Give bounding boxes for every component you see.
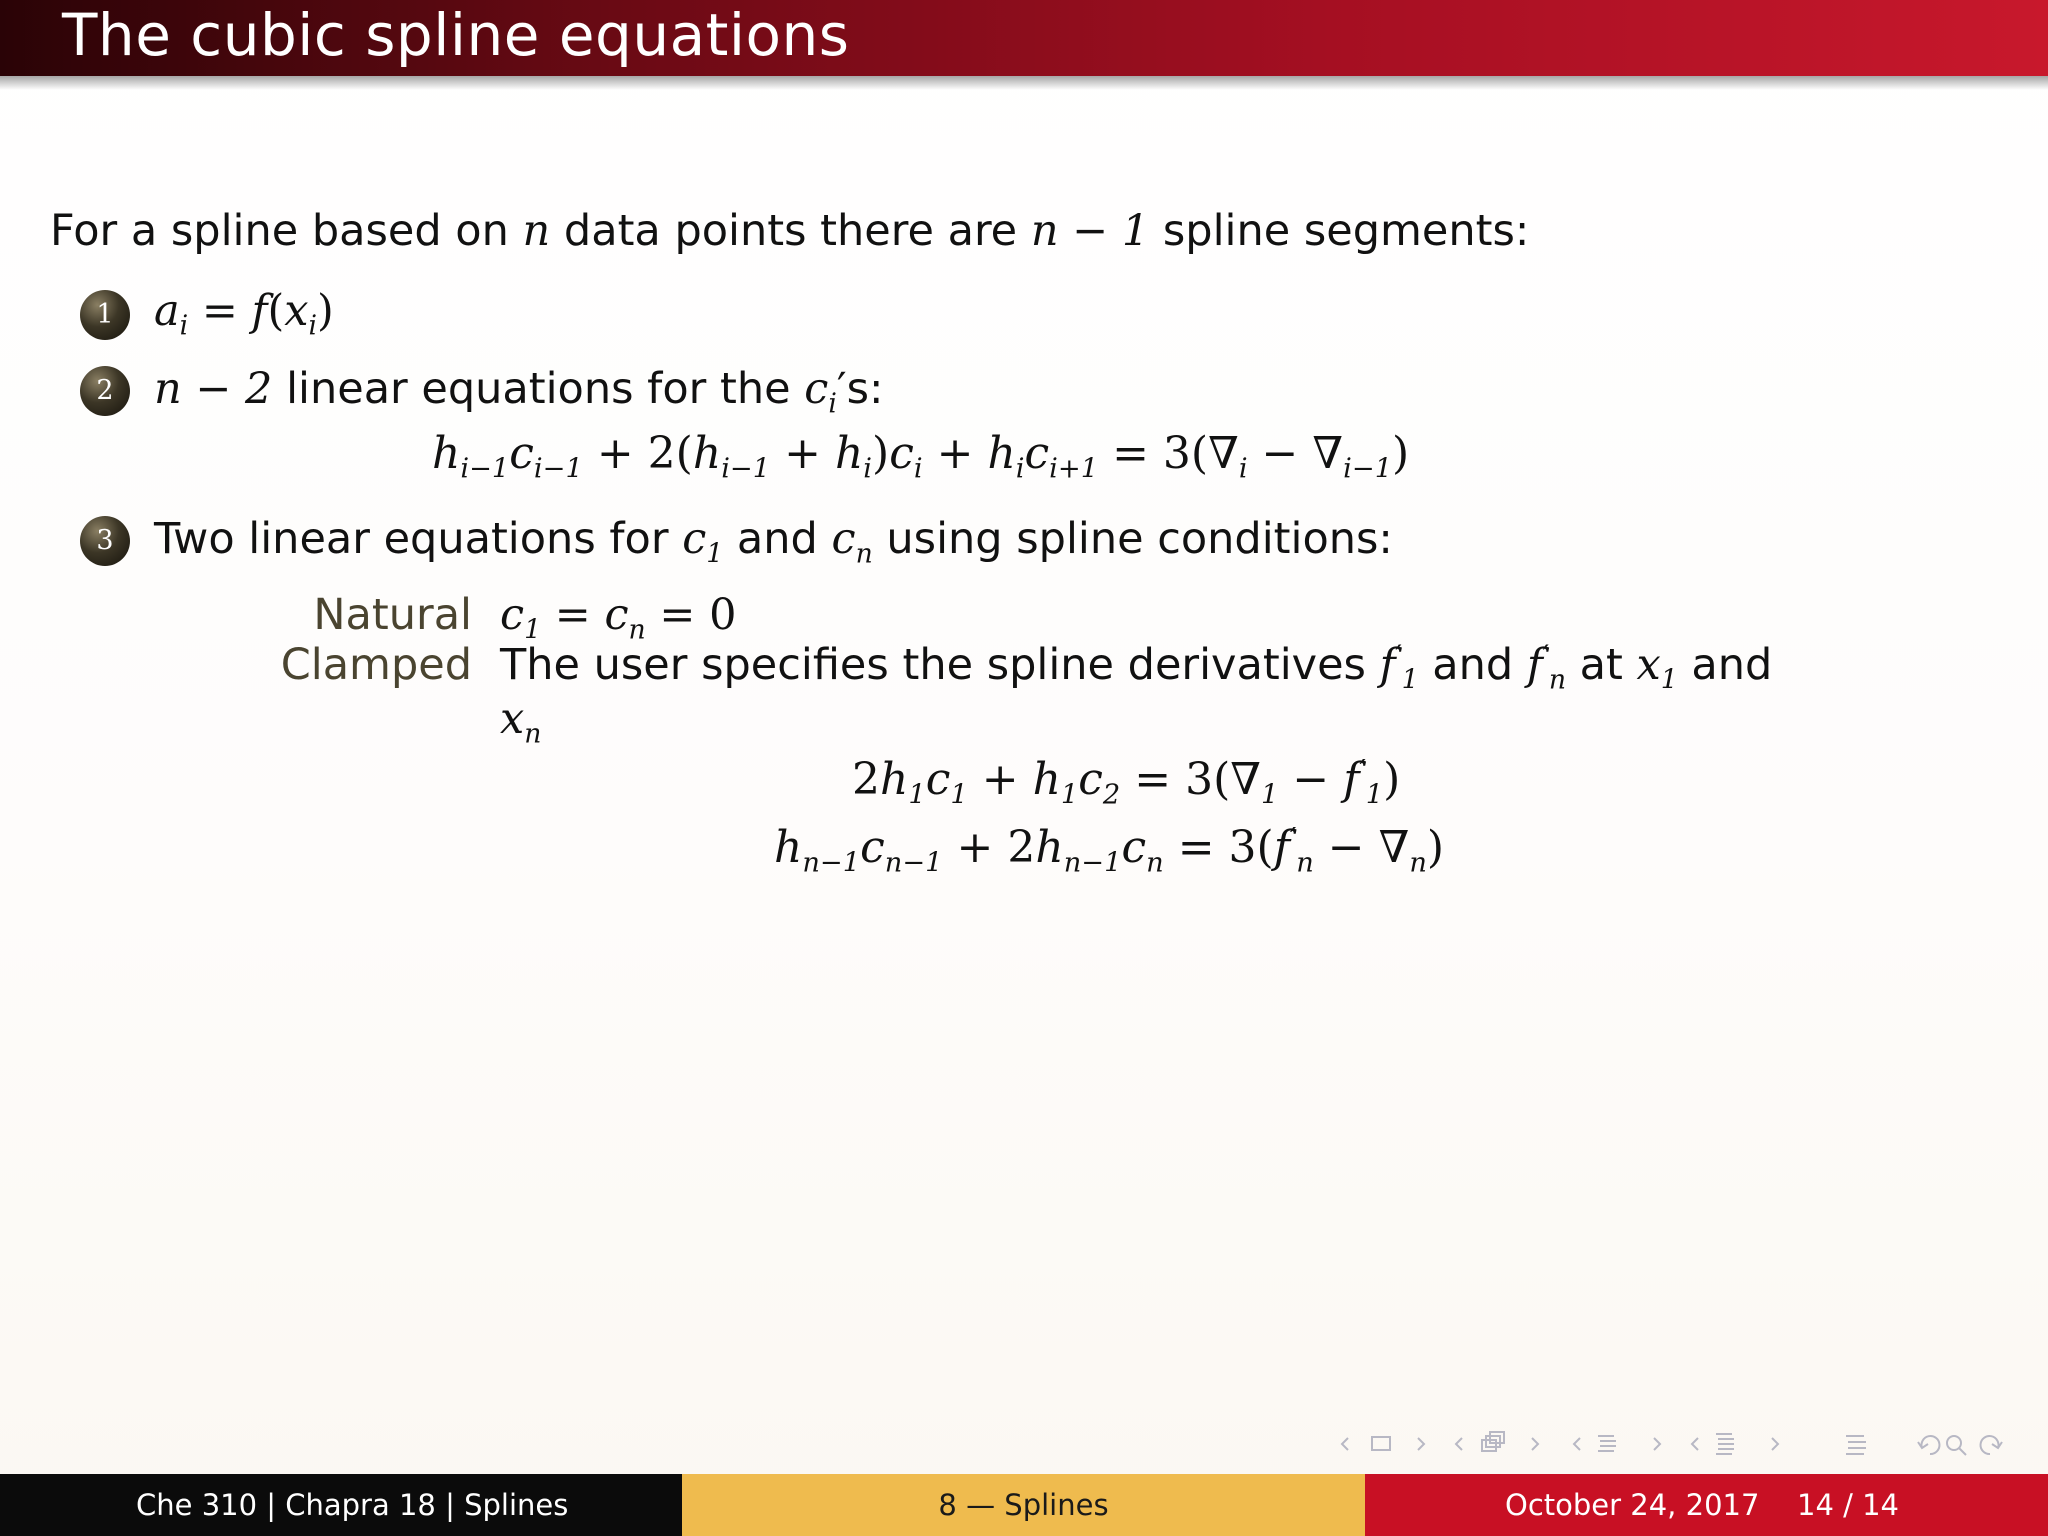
equals-sign: = bbox=[188, 286, 252, 336]
op: = 0 bbox=[645, 590, 737, 640]
sub-i: i bbox=[179, 310, 189, 342]
op: = 3(∇ bbox=[1120, 754, 1262, 805]
var-h: h bbox=[880, 754, 909, 805]
var-f: f bbox=[1526, 640, 1543, 690]
clamped-text bbox=[500, 640, 1773, 696]
clamped-text-lead: The user specifies the spline derivatives bbox=[500, 640, 1380, 690]
op: − bbox=[1278, 754, 1344, 805]
sub: 1 bbox=[1261, 779, 1279, 811]
var-c: c bbox=[925, 754, 951, 805]
item-3-bullet: 3 bbox=[80, 516, 130, 566]
var-x: x bbox=[500, 694, 525, 744]
clamped-label: Clamped bbox=[280, 640, 472, 690]
var-f: f bbox=[1379, 640, 1396, 690]
op: + bbox=[770, 428, 835, 479]
var-h: h bbox=[432, 428, 461, 479]
var-x: x bbox=[1636, 640, 1661, 690]
op: ) bbox=[872, 428, 890, 479]
intro-n-minus-1: n − 1 bbox=[1030, 206, 1150, 256]
outline-icon[interactable] bbox=[1846, 1436, 1866, 1454]
nav-left-arrow-icon[interactable] bbox=[1456, 1438, 1462, 1450]
prime: ′ bbox=[1359, 755, 1366, 786]
sub: n−1 bbox=[802, 847, 861, 879]
var-h: h bbox=[692, 428, 722, 479]
footer-page-number: 14 / 14 bbox=[1797, 1488, 1900, 1522]
n-minus-2: n − 2 bbox=[154, 364, 273, 414]
op: − ∇ bbox=[1247, 428, 1344, 479]
at-text: at bbox=[1565, 640, 1637, 690]
prime: ′ bbox=[1395, 640, 1402, 672]
footer-left bbox=[0, 1474, 682, 1536]
nav-left-arrow-icon[interactable] bbox=[1692, 1438, 1698, 1450]
title-bar-shadow bbox=[0, 76, 2048, 90]
sub: 1 bbox=[1365, 779, 1384, 811]
item-2-label: linear equations for the bbox=[272, 364, 805, 414]
footer-center bbox=[682, 1474, 1365, 1536]
sub: 1 bbox=[1660, 664, 1678, 696]
nav-left-arrow-icon[interactable] bbox=[1342, 1438, 1348, 1450]
sub: 1 bbox=[908, 779, 926, 811]
sub: n bbox=[1409, 847, 1427, 879]
prime: ′ bbox=[1290, 823, 1297, 854]
sub-i: i bbox=[308, 310, 318, 342]
footer bbox=[0, 1474, 2048, 1536]
natural-label: Natural bbox=[313, 590, 472, 640]
sub: i−1 bbox=[533, 453, 583, 485]
var-c: c bbox=[1078, 754, 1103, 805]
undo-icon[interactable] bbox=[1918, 1436, 1939, 1454]
paren-close: ) bbox=[317, 286, 334, 336]
var-h: h bbox=[987, 428, 1016, 479]
title-bar bbox=[0, 0, 2048, 76]
op: = bbox=[541, 590, 605, 640]
var-c: c bbox=[804, 364, 829, 414]
var-c: c bbox=[831, 514, 856, 564]
op: ) bbox=[1392, 428, 1410, 479]
intro-n: n bbox=[522, 206, 551, 256]
item-2-tail: ′s: bbox=[836, 364, 884, 414]
sub: n−1 bbox=[884, 847, 943, 879]
sub: n−1 bbox=[1063, 847, 1122, 879]
frame-icon[interactable] bbox=[1372, 1437, 1390, 1450]
sub: 1 bbox=[1060, 779, 1079, 811]
op: = 3( bbox=[1163, 822, 1274, 873]
var-c: c bbox=[604, 590, 629, 640]
sub: i bbox=[1015, 453, 1025, 485]
sub: 1 bbox=[706, 538, 724, 570]
op: = 3(∇ bbox=[1098, 428, 1239, 479]
slide-title: The cubic spline equations bbox=[62, 1, 850, 69]
footer-right bbox=[1365, 1474, 2048, 1536]
intro-middle: data points there are bbox=[550, 206, 1031, 256]
coef: 2 bbox=[852, 754, 880, 805]
nav-right-arrow-icon[interactable] bbox=[1532, 1438, 1538, 1450]
and-text: and bbox=[723, 514, 832, 564]
section-icon[interactable] bbox=[1598, 1436, 1616, 1451]
nav-right-arrow-icon[interactable] bbox=[1418, 1438, 1424, 1450]
var-c: c bbox=[500, 590, 525, 640]
sub: n bbox=[855, 538, 873, 570]
footer-course: Che 310 | Chapra 18 | Splines bbox=[136, 1488, 569, 1522]
footer-date: October 24, 2017 bbox=[1505, 1488, 1760, 1522]
subsection-icon[interactable] bbox=[1482, 1432, 1504, 1451]
var-x: x bbox=[284, 286, 309, 336]
paren-open: ( bbox=[267, 286, 285, 336]
redo-icon[interactable] bbox=[1981, 1436, 2002, 1454]
var-c: c bbox=[682, 514, 707, 564]
prime: ′ bbox=[1542, 640, 1549, 672]
sub: 2 bbox=[1102, 779, 1121, 811]
sub: i−1 bbox=[1343, 453, 1393, 485]
intro-prefix: For a spline based on bbox=[50, 206, 523, 256]
sub: i bbox=[1238, 453, 1248, 485]
item-1-bullet: 1 bbox=[80, 290, 130, 340]
clamped-equation-1 bbox=[852, 754, 1401, 811]
navigation-bar bbox=[1330, 1428, 2030, 1462]
sub: 1 bbox=[950, 779, 968, 811]
nav-left-arrow-icon[interactable] bbox=[1574, 1438, 1580, 1450]
var-h: h bbox=[1032, 754, 1061, 805]
and-text: and bbox=[1418, 640, 1527, 690]
sub: i+1 bbox=[1049, 453, 1099, 485]
clamped-equation-2 bbox=[774, 822, 1445, 879]
nav-right-arrow-icon[interactable] bbox=[1654, 1438, 1660, 1450]
natural-equation bbox=[500, 590, 737, 646]
sub: n bbox=[1146, 847, 1164, 879]
item-1-equation bbox=[154, 286, 334, 342]
and-text: and bbox=[1677, 640, 1773, 690]
var-f: f bbox=[251, 286, 268, 336]
sub: n bbox=[1548, 664, 1566, 696]
var-a: a bbox=[154, 286, 180, 336]
op: + 2 bbox=[942, 822, 1036, 873]
sub: i bbox=[863, 453, 873, 485]
intro-line bbox=[50, 206, 1529, 256]
tridiagonal-equation bbox=[432, 428, 1410, 485]
sub: 1 bbox=[1401, 664, 1419, 696]
var-h: h bbox=[834, 428, 864, 479]
var-f: f bbox=[1273, 822, 1290, 873]
sub: 1 bbox=[524, 614, 542, 646]
var-c: c bbox=[889, 428, 914, 479]
intro-suffix: spline segments: bbox=[1149, 206, 1530, 256]
nav-right-arrow-icon[interactable] bbox=[1772, 1438, 1778, 1450]
op: ) bbox=[1383, 754, 1401, 805]
item-3-text bbox=[154, 514, 1393, 570]
section-list-icon[interactable] bbox=[1716, 1434, 1734, 1454]
item-2-bullet: 2 bbox=[80, 366, 130, 416]
item-2-text bbox=[154, 364, 884, 420]
var-c: c bbox=[1024, 428, 1050, 479]
sub: i−1 bbox=[721, 453, 771, 485]
var-c: c bbox=[1121, 822, 1147, 873]
sub: n bbox=[628, 614, 646, 646]
sub: n bbox=[524, 718, 542, 750]
op: + 2( bbox=[582, 428, 693, 479]
op: + bbox=[967, 754, 1033, 805]
sub: i−1 bbox=[460, 453, 510, 485]
item-3-label: Two linear equations for bbox=[154, 514, 683, 564]
var-c: c bbox=[509, 428, 534, 479]
item-3-tail: using spline conditions: bbox=[872, 514, 1393, 564]
navigation-icons bbox=[1330, 1428, 2030, 1462]
sub-i: i bbox=[828, 388, 837, 420]
op: ) bbox=[1426, 822, 1445, 873]
op: + bbox=[922, 428, 988, 479]
search-icon[interactable] bbox=[1947, 1436, 1966, 1455]
var-h: h bbox=[774, 822, 803, 873]
var-f: f bbox=[1343, 754, 1360, 805]
op: − ∇ bbox=[1313, 822, 1410, 873]
clamped-xn bbox=[500, 694, 542, 750]
var-c: c bbox=[860, 822, 885, 873]
sub: i bbox=[913, 453, 923, 485]
footer-section: 8 — Splines bbox=[938, 1488, 1109, 1522]
sub: n bbox=[1296, 847, 1314, 879]
var-h: h bbox=[1035, 822, 1064, 873]
